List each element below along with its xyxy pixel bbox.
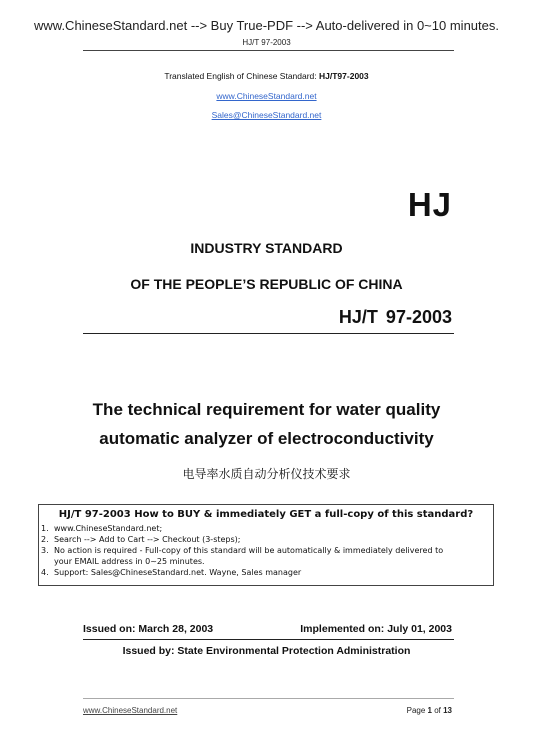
step-number: 3. xyxy=(41,546,49,555)
step-text[interactable]: www.ChineseStandard.net; xyxy=(54,524,163,533)
step-number: 4. xyxy=(41,568,49,577)
step-text-continued: your EMAIL address in 0~25 minutes. xyxy=(54,557,205,566)
page-total: 13 xyxy=(443,706,452,715)
english-title-line-1: The technical requirement for water quality xyxy=(92,400,441,419)
purchase-step xyxy=(39,523,493,534)
purchase-step xyxy=(39,534,493,545)
purchase-step xyxy=(39,545,493,567)
hj-logo: HJ xyxy=(407,186,452,223)
page-prefix: Page xyxy=(406,706,428,715)
issued-by: Issued by: State Environmental Protection Administration xyxy=(122,645,411,657)
step-text: Search --> Add to Cart --> Checkout (3-steps); xyxy=(54,535,241,544)
dates-divider xyxy=(83,639,454,640)
step-number: 2. xyxy=(41,535,49,544)
republic-title: OF THE PEOPLE’S REPUBLIC OF CHINA xyxy=(130,276,403,292)
page-number xyxy=(407,706,452,715)
footer-divider xyxy=(83,698,454,699)
purchase-heading: HJ/T 97-2003 How to BUY & immediately GET a full-copy of this standard? xyxy=(58,509,474,520)
standard-divider xyxy=(83,333,454,334)
email-link-row xyxy=(0,110,533,120)
purchase-steps-list xyxy=(39,523,493,578)
step-number: 1. xyxy=(41,524,49,533)
chinese-title: 电导率水质自动分析仪技术要求 xyxy=(182,467,351,481)
step-text: Support: Sales@ChineseStandard.net. Wayne, Sales manager xyxy=(54,568,302,577)
header-standard-code: HJ/T 97-2003 xyxy=(242,38,291,47)
top-banner: www.ChineseStandard.net --> Buy True-PDF --> Auto-delivered in 0~10 minutes. xyxy=(34,18,499,33)
english-title-line-2: automatic analyzer of electroconductivity xyxy=(99,429,434,448)
standard-number: HJ/T 97-2003 xyxy=(338,307,452,327)
issued-date: Issued on: March 28, 2003 xyxy=(83,623,214,635)
translation-prefix: Translated English of Chinese Standard: xyxy=(164,71,320,81)
page-of: of xyxy=(431,706,444,715)
purchase-info-box xyxy=(38,504,494,586)
purchase-step xyxy=(39,567,493,578)
step-text: No action is required - Full-copy of this standard will be automatically & immediately delivered to xyxy=(54,546,444,555)
website-link[interactable]: www.ChineseStandard.net xyxy=(216,91,317,101)
footer-website-link[interactable]: www.ChineseStandard.net xyxy=(83,706,178,715)
website-link-row xyxy=(0,91,533,101)
translation-standard: HJ/T97-2003 xyxy=(319,71,369,81)
translation-note xyxy=(0,71,533,81)
header-divider xyxy=(83,50,454,51)
page-current: 1 xyxy=(427,706,432,715)
sales-email-link[interactable]: Sales@ChineseStandard.net xyxy=(211,110,322,120)
industry-standard-title: INDUSTRY STANDARD xyxy=(190,240,343,256)
implemented-date: Implemented on: July 01, 2003 xyxy=(300,623,452,635)
